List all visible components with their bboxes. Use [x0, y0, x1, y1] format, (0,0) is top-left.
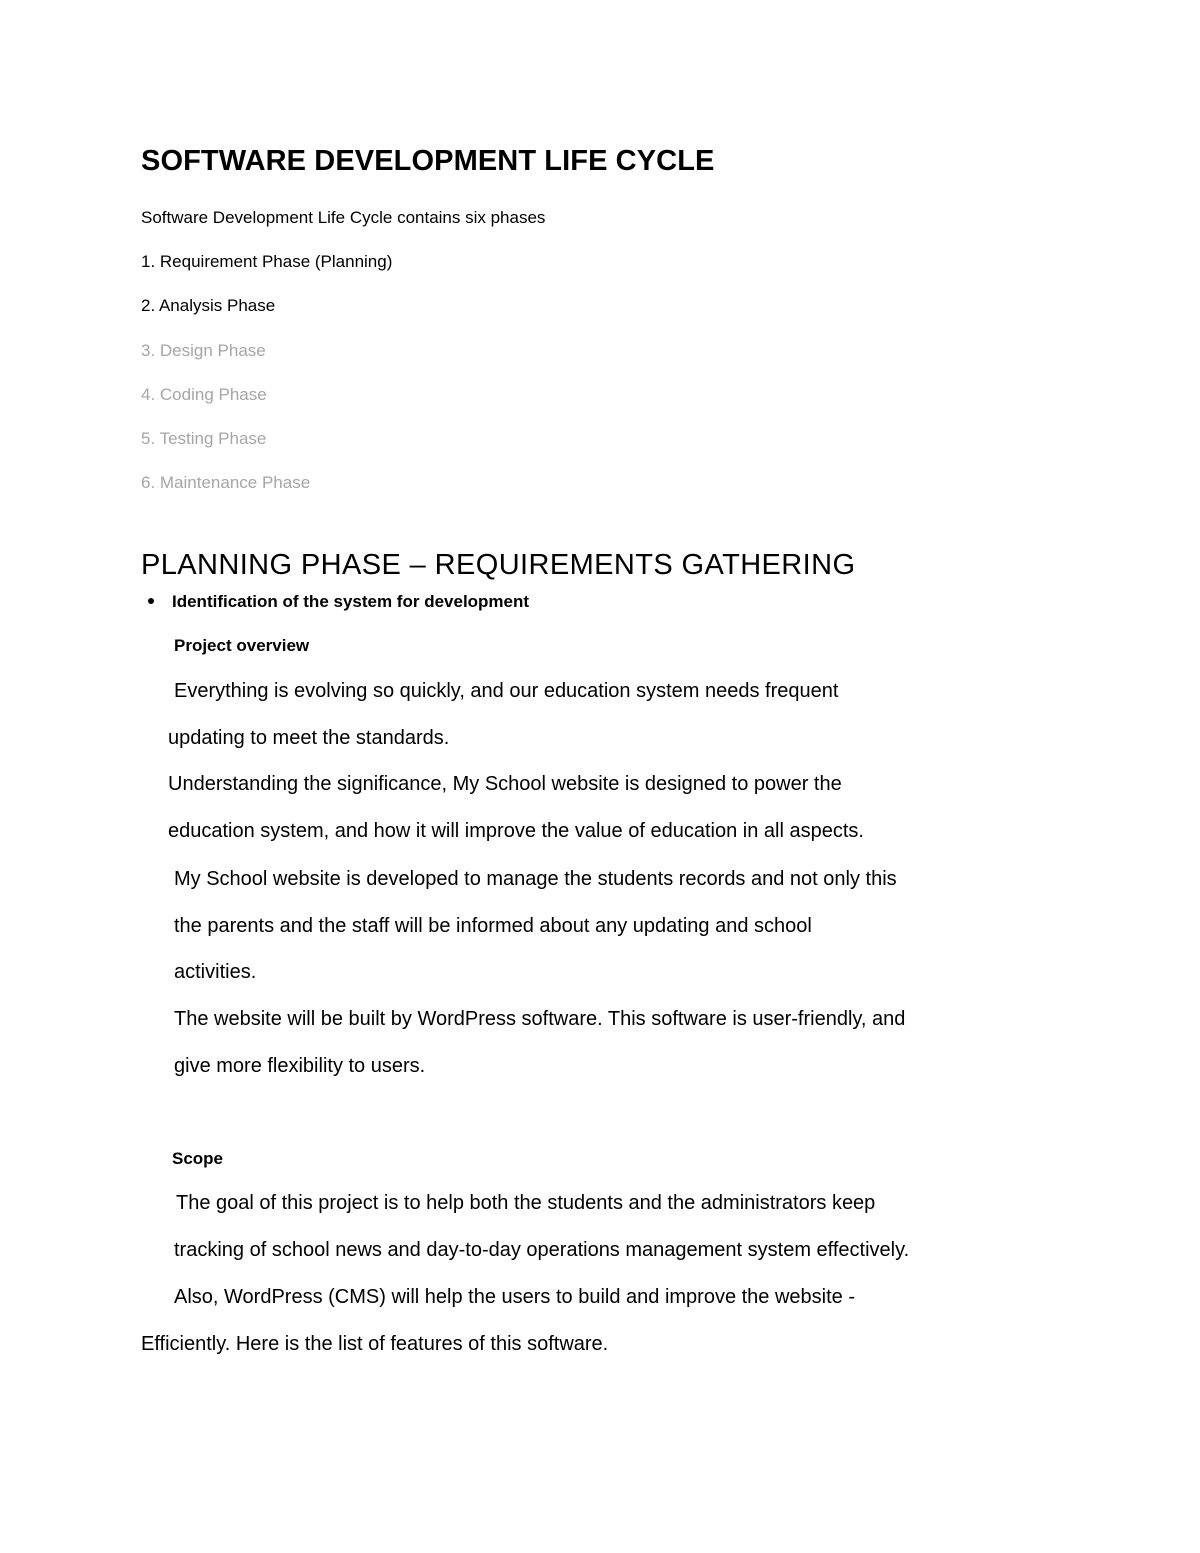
bullet-list-item	[172, 593, 529, 610]
document-title: SOFTWARE DEVELOPMENT LIFE CYCLE	[141, 145, 715, 177]
phase-item-requirement: 1. Requirement Phase (Planning)	[141, 252, 393, 271]
project-overview-heading: Project overview	[174, 636, 310, 655]
overview-line: activities.	[174, 961, 257, 983]
scope-line: Efficiently. Here is the list of features of this software.	[141, 1333, 609, 1355]
scope-line: The goal of this project is to help both the students and the administrators keep	[176, 1192, 876, 1214]
overview-line: updating to meet the standards.	[168, 727, 450, 749]
section-heading: PLANNING PHASE – REQUIREMENTS GATHERING	[141, 549, 856, 581]
scope-heading: Scope	[172, 1149, 224, 1168]
overview-line: give more flexibility to users.	[174, 1055, 426, 1077]
phase-item-analysis: 2. Analysis Phase	[141, 296, 276, 315]
phase-item-maintenance: 6. Maintenance Phase	[141, 473, 311, 492]
overview-line: the parents and the staff will be informed about any updating and school	[174, 915, 812, 937]
overview-line: education system, and how it will improve the value of education in all aspects.	[168, 820, 864, 842]
overview-line: Understanding the significance, My School website is designed to power the	[168, 773, 842, 795]
overview-line: The website will be built by WordPress software. This software is user-friendly, and	[174, 1008, 906, 1030]
bullet-text: Identification of the system for development	[172, 592, 530, 611]
overview-line: Everything is evolving so quickly, and our education system needs frequent	[174, 680, 839, 702]
scope-line: tracking of school news and day-to-day operations management system effectively.	[174, 1239, 910, 1261]
bullet-icon	[148, 598, 154, 604]
scope-line: Also, WordPress (CMS) will help the users to build and improve the website -	[174, 1286, 856, 1308]
overview-line: My School website is developed to manage the students records and not only this	[174, 868, 897, 890]
phase-item-design: 3. Design Phase	[141, 341, 266, 360]
phase-item-coding: 4. Coding Phase	[141, 385, 267, 404]
phase-item-testing: 5. Testing Phase	[141, 429, 267, 448]
intro-text: Software Development Life Cycle contains six phases	[141, 208, 546, 227]
